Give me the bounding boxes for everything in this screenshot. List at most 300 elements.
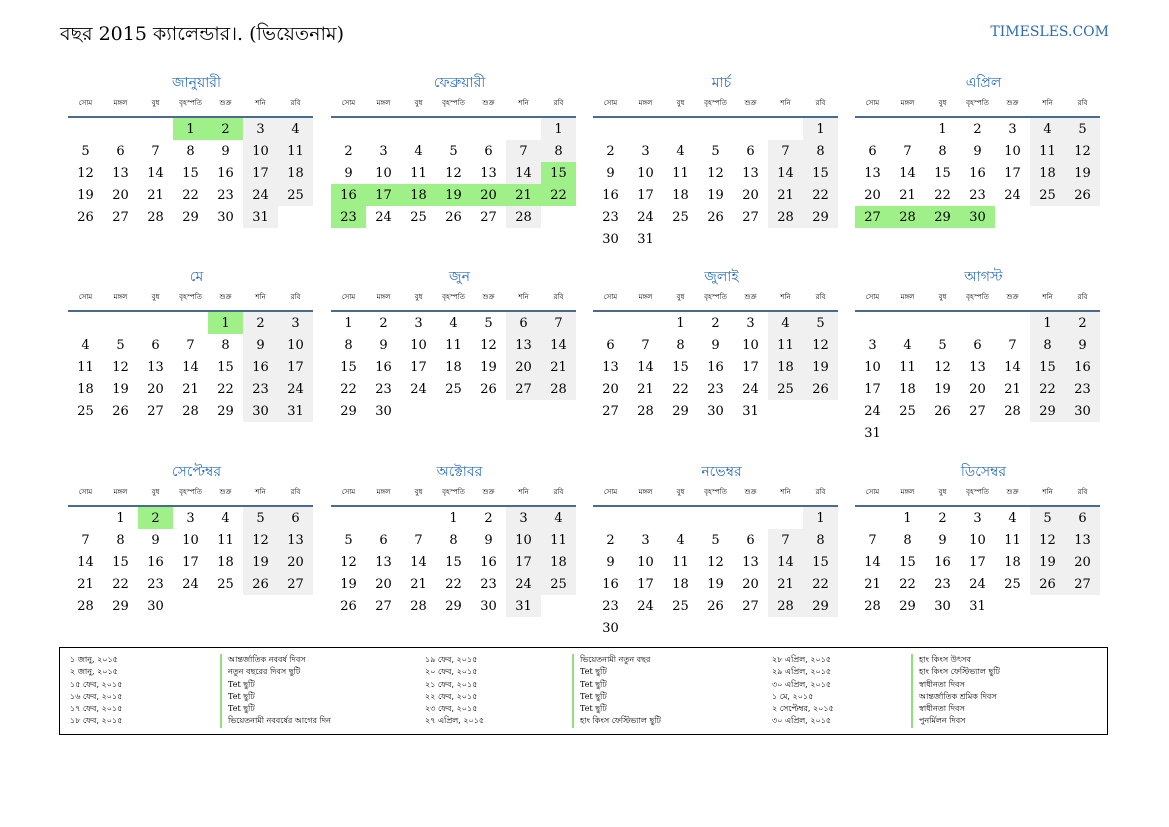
empty-cell bbox=[890, 312, 925, 334]
site-link[interactable]: TIMESLES.COM bbox=[990, 24, 1109, 40]
day-cell: 28 bbox=[410, 598, 427, 614]
weekday-name: শুক্র bbox=[219, 488, 232, 496]
weekday-name: বৃহস্পতি bbox=[966, 99, 989, 107]
day-cell: 1 bbox=[344, 315, 353, 331]
day-cell: 22 bbox=[112, 576, 129, 592]
weekday-name: শুক্র bbox=[219, 99, 232, 107]
day-cell: 25 bbox=[672, 598, 689, 614]
day-cell: 24 bbox=[637, 598, 654, 614]
day-cell: 13 bbox=[864, 165, 881, 181]
empty-cell bbox=[103, 312, 138, 334]
day-cell: 27 bbox=[375, 598, 392, 614]
day-cell: 12 bbox=[934, 359, 951, 375]
day-cell: 19 bbox=[77, 187, 94, 203]
day-cell: 4 bbox=[541, 507, 576, 529]
empty-cell bbox=[960, 312, 995, 334]
day-cell: 15 bbox=[1030, 356, 1065, 378]
holiday-name: Tet ছুটি bbox=[572, 666, 661, 678]
holiday-name: হাং কিংস উৎসব bbox=[911, 654, 1000, 666]
day-cell: 12 bbox=[77, 165, 94, 181]
day-cell: 5 bbox=[116, 337, 125, 353]
day-cell: 17 bbox=[742, 359, 759, 375]
day-cell: 24 bbox=[637, 209, 654, 225]
holiday-date: ১৫ ফেব, ২০১৫ bbox=[70, 679, 123, 689]
day-cell: 13 bbox=[112, 165, 129, 181]
day-cell: 31 bbox=[969, 598, 986, 614]
holiday-day-cell: 1 bbox=[173, 118, 208, 140]
weekday-name: সোম bbox=[603, 488, 618, 496]
day-cell: 18 bbox=[899, 381, 916, 397]
day-cell: 10 bbox=[375, 165, 392, 181]
day-cell: 22 bbox=[1030, 378, 1065, 400]
day-cell: 23 bbox=[707, 381, 724, 397]
day-cell: 29 bbox=[1030, 400, 1065, 422]
day-cell: 29 bbox=[340, 403, 357, 419]
month-name: সেপ্টেম্বর bbox=[171, 464, 222, 480]
day-cell: 30 bbox=[602, 620, 619, 636]
day-cell: 3 bbox=[186, 510, 195, 526]
day-cell: 4 bbox=[676, 532, 685, 548]
weekday-name: বুধ bbox=[151, 488, 160, 496]
day-cell: 23 bbox=[1065, 378, 1100, 400]
holiday-date: ২৯ এপ্রিল, ২০১৫ bbox=[772, 667, 832, 677]
empty-cell bbox=[628, 118, 663, 140]
month-name: ফেব্রুয়ারী bbox=[433, 75, 486, 91]
day-cell: 25 bbox=[541, 573, 576, 595]
day-cell: 6 bbox=[973, 337, 982, 353]
day-cell: 20 bbox=[278, 551, 313, 573]
weekday-name: শনি bbox=[1042, 293, 1053, 301]
day-cell: 26 bbox=[803, 378, 838, 400]
day-cell: 27 bbox=[969, 403, 986, 419]
weekday-name: শনি bbox=[518, 293, 529, 301]
day-cell: 12 bbox=[112, 359, 129, 375]
day-cell: 22 bbox=[803, 184, 838, 206]
weekday-name: বৃহস্পতি bbox=[179, 293, 202, 301]
month-block bbox=[593, 266, 838, 422]
holiday-date: ২২ ফেব, ২০১৫ bbox=[425, 691, 478, 701]
holiday-date: ২৮ এপ্রিল, ২০১৫ bbox=[772, 655, 832, 664]
day-cell: 15 bbox=[182, 165, 199, 181]
day-cell: 27 bbox=[480, 209, 497, 225]
month-block bbox=[855, 266, 1100, 444]
weekday-name: বুধ bbox=[938, 99, 947, 107]
day-cell: 6 bbox=[278, 507, 313, 529]
day-cell: 1 bbox=[676, 315, 685, 331]
weekday-name: শুক্র bbox=[1006, 99, 1019, 107]
day-cell: 23 bbox=[217, 187, 234, 203]
day-cell: 28 bbox=[637, 403, 654, 419]
weekday-name: মঙ্গল bbox=[900, 99, 915, 107]
day-cell: 1 bbox=[1030, 312, 1065, 334]
day-cell: 27 bbox=[278, 573, 313, 595]
day-cell: 12 bbox=[803, 334, 838, 356]
day-cell: 11 bbox=[768, 334, 803, 356]
day-cell: 18 bbox=[768, 356, 803, 378]
day-cell: 7 bbox=[414, 532, 423, 548]
day-cell: 1 bbox=[938, 121, 947, 137]
day-cell: 28 bbox=[768, 206, 803, 228]
day-cell: 14 bbox=[77, 554, 94, 570]
day-cell: 4 bbox=[221, 510, 230, 526]
weekday-name: শুক্র bbox=[482, 293, 495, 301]
empty-cell bbox=[925, 312, 960, 334]
day-cell: 22 bbox=[340, 381, 357, 397]
day-cell: 28 bbox=[506, 206, 541, 228]
day-cell: 3 bbox=[379, 143, 388, 159]
day-cell: 24 bbox=[969, 576, 986, 592]
holiday-day-cell: 19 bbox=[436, 184, 471, 206]
day-cell: 16 bbox=[1065, 356, 1100, 378]
day-cell: 17 bbox=[637, 187, 654, 203]
empty-cell bbox=[593, 507, 628, 529]
day-cell: 25 bbox=[899, 403, 916, 419]
day-cell: 30 bbox=[1065, 400, 1100, 422]
holiday-day-cell: 22 bbox=[541, 184, 576, 206]
month-block bbox=[855, 72, 1100, 228]
day-cell: 6 bbox=[151, 337, 160, 353]
day-cell: 17 bbox=[637, 576, 654, 592]
day-cell: 3 bbox=[243, 118, 278, 140]
holiday-date: ২০ ফেব, ২০১৫ bbox=[425, 667, 478, 677]
day-cell: 10 bbox=[864, 359, 881, 375]
day-cell: 14 bbox=[899, 165, 916, 181]
day-cell: 21 bbox=[1004, 381, 1021, 397]
holiday-list bbox=[59, 647, 1108, 735]
day-cell: 8 bbox=[903, 532, 912, 548]
weekday-name: শুক্র bbox=[482, 99, 495, 107]
day-cell: 2 bbox=[711, 315, 720, 331]
day-cell: 21 bbox=[541, 356, 576, 378]
day-cell: 12 bbox=[340, 554, 357, 570]
holiday-day-cell: 23 bbox=[331, 206, 366, 228]
day-cell: 20 bbox=[742, 187, 759, 203]
weekday-header bbox=[68, 485, 313, 507]
day-cell: 26 bbox=[1030, 573, 1065, 595]
day-cell: 21 bbox=[77, 576, 94, 592]
day-cell: 3 bbox=[973, 510, 982, 526]
empty-cell bbox=[995, 312, 1030, 334]
day-cell: 25 bbox=[1030, 184, 1065, 206]
day-cell: 29 bbox=[899, 598, 916, 614]
holiday-date: ১৮ ফেব, ২০১৫ bbox=[70, 716, 123, 726]
day-cell: 29 bbox=[672, 403, 689, 419]
weekday-name: রবি bbox=[553, 99, 564, 107]
weekday-name: শুক্র bbox=[1006, 293, 1019, 301]
day-cell: 20 bbox=[602, 381, 619, 397]
day-cell: 22 bbox=[934, 187, 951, 203]
day-cell: 4 bbox=[414, 143, 423, 159]
day-cell: 19 bbox=[243, 551, 278, 573]
holiday-day-cell: 18 bbox=[401, 184, 436, 206]
weekday-name: বুধ bbox=[676, 488, 685, 496]
empty-cell bbox=[138, 118, 173, 140]
holiday-name: Tet ছুটি bbox=[220, 679, 331, 691]
day-grid bbox=[855, 118, 1100, 228]
weekday-name: মঙ্গল bbox=[638, 99, 653, 107]
day-cell: 15 bbox=[934, 165, 951, 181]
empty-cell bbox=[366, 507, 401, 529]
weekday-name: সোম bbox=[865, 99, 880, 107]
day-cell: 5 bbox=[1030, 507, 1065, 529]
month-block bbox=[593, 461, 838, 639]
day-cell: 5 bbox=[1065, 118, 1100, 140]
day-cell: 7 bbox=[541, 312, 576, 334]
day-cell: 24 bbox=[864, 403, 881, 419]
holiday-day-cell: 29 bbox=[925, 206, 960, 228]
day-cell: 29 bbox=[803, 206, 838, 228]
day-cell: 14 bbox=[768, 162, 803, 184]
day-cell: 29 bbox=[112, 598, 129, 614]
day-cell: 3 bbox=[278, 312, 313, 334]
day-cell: 8 bbox=[938, 143, 947, 159]
day-cell: 23 bbox=[602, 598, 619, 614]
weekday-name: শনি bbox=[255, 293, 266, 301]
day-cell: 19 bbox=[112, 381, 129, 397]
day-cell: 29 bbox=[803, 595, 838, 617]
weekday-name: শনি bbox=[1042, 488, 1053, 496]
day-cell: 16 bbox=[602, 187, 619, 203]
weekday-header bbox=[331, 485, 576, 507]
empty-cell bbox=[173, 312, 208, 334]
day-cell: 25 bbox=[217, 576, 234, 592]
month-block bbox=[68, 72, 313, 228]
day-cell: 25 bbox=[445, 381, 462, 397]
day-cell: 19 bbox=[1030, 551, 1065, 573]
weekday-name: মঙ্গল bbox=[900, 488, 915, 496]
day-grid bbox=[68, 118, 313, 228]
day-cell: 22 bbox=[672, 381, 689, 397]
weekday-name: শনি bbox=[780, 99, 791, 107]
day-cell: 27 bbox=[742, 598, 759, 614]
page-title: বছর 2015 ক্যালেন্ডার।. (ভিয়েতনাম) bbox=[60, 23, 344, 45]
day-cell: 13 bbox=[375, 554, 392, 570]
day-cell: 6 bbox=[746, 143, 755, 159]
day-cell: 21 bbox=[182, 381, 199, 397]
weekday-name: রবি bbox=[815, 99, 826, 107]
day-cell: 18 bbox=[1004, 554, 1021, 570]
day-cell: 16 bbox=[217, 165, 234, 181]
weekday-name: বুধ bbox=[414, 293, 423, 301]
empty-cell bbox=[138, 312, 173, 334]
day-cell: 5 bbox=[938, 337, 947, 353]
empty-cell bbox=[733, 118, 768, 140]
day-cell: 24 bbox=[243, 184, 278, 206]
empty-cell bbox=[68, 312, 103, 334]
weekday-name: রবি bbox=[290, 293, 301, 301]
weekday-name: রবি bbox=[553, 488, 564, 496]
day-cell: 25 bbox=[1004, 576, 1021, 592]
day-cell: 2 bbox=[243, 312, 278, 334]
day-cell: 1 bbox=[541, 118, 576, 140]
weekday-header bbox=[68, 290, 313, 312]
day-cell: 1 bbox=[116, 510, 125, 526]
holiday-date-column bbox=[772, 654, 834, 728]
weekday-name: সোম bbox=[603, 99, 618, 107]
day-cell: 28 bbox=[182, 403, 199, 419]
day-cell: 22 bbox=[182, 187, 199, 203]
day-cell: 6 bbox=[606, 337, 615, 353]
holiday-day-cell: 2 bbox=[208, 118, 243, 140]
day-cell: 3 bbox=[868, 337, 877, 353]
holiday-date: ২ সেপ্টেম্বর, ২০১৫ bbox=[772, 704, 834, 714]
weekday-name: বৃহস্পতি bbox=[442, 488, 465, 496]
day-cell: 23 bbox=[375, 381, 392, 397]
weekday-name: বুধ bbox=[414, 488, 423, 496]
weekday-name: শুক্র bbox=[1006, 488, 1019, 496]
day-cell: 9 bbox=[1065, 334, 1100, 356]
day-cell: 22 bbox=[445, 576, 462, 592]
holiday-name-column bbox=[220, 654, 331, 728]
day-cell: 2 bbox=[379, 315, 388, 331]
holiday-day-cell: 21 bbox=[506, 184, 541, 206]
day-cell: 5 bbox=[243, 507, 278, 529]
weekday-header bbox=[331, 96, 576, 118]
day-cell: 26 bbox=[445, 209, 462, 225]
day-cell: 5 bbox=[711, 143, 720, 159]
day-cell: 19 bbox=[1065, 162, 1100, 184]
day-cell: 14 bbox=[410, 554, 427, 570]
day-cell: 1 bbox=[449, 510, 458, 526]
day-cell: 23 bbox=[934, 576, 951, 592]
weekday-name: রবি bbox=[1077, 99, 1088, 107]
day-cell: 8 bbox=[449, 532, 458, 548]
day-cell: 13 bbox=[969, 359, 986, 375]
day-cell: 11 bbox=[77, 359, 94, 375]
day-cell: 18 bbox=[672, 576, 689, 592]
day-cell: 10 bbox=[182, 532, 199, 548]
day-cell: 19 bbox=[934, 381, 951, 397]
day-cell: 11 bbox=[672, 165, 689, 181]
day-cell: 9 bbox=[606, 554, 615, 570]
holiday-name: Tet ছুটি bbox=[572, 703, 661, 715]
day-cell: 31 bbox=[637, 231, 654, 247]
day-cell: 2 bbox=[484, 510, 493, 526]
holiday-date: ২৭ এপ্রিল, ২০১৫ bbox=[425, 716, 485, 726]
weekday-name: মঙ্গল bbox=[376, 293, 391, 301]
day-cell: 8 bbox=[803, 529, 838, 551]
day-cell: 6 bbox=[506, 312, 541, 334]
day-cell: 10 bbox=[1004, 143, 1021, 159]
day-cell: 20 bbox=[147, 381, 164, 397]
day-cell: 30 bbox=[934, 598, 951, 614]
holiday-date: ১ জানু, ২০১৫ bbox=[70, 655, 118, 664]
day-cell: 14 bbox=[637, 359, 654, 375]
weekday-name: বুধ bbox=[676, 293, 685, 301]
holiday-name: স্বাধীনতা দিবস bbox=[911, 703, 1000, 715]
weekday-name: বৃহস্পতি bbox=[966, 488, 989, 496]
day-cell: 24 bbox=[375, 209, 392, 225]
holiday-date: ৩০ এপ্রিল, ২০১৫ bbox=[772, 716, 832, 726]
day-cell: 4 bbox=[676, 143, 685, 159]
empty-cell bbox=[663, 507, 698, 529]
day-cell: 15 bbox=[803, 551, 838, 573]
holiday-name: হাং কিংস ফেস্টিভ্যাল ছুটি bbox=[572, 715, 661, 727]
day-cell: 30 bbox=[375, 403, 392, 419]
day-cell: 18 bbox=[77, 381, 94, 397]
day-cell: 17 bbox=[864, 381, 881, 397]
empty-cell bbox=[68, 507, 103, 529]
day-cell: 16 bbox=[147, 554, 164, 570]
day-cell: 12 bbox=[480, 337, 497, 353]
day-cell: 12 bbox=[445, 165, 462, 181]
day-cell: 8 bbox=[221, 337, 230, 353]
day-cell: 11 bbox=[672, 554, 689, 570]
day-cell: 22 bbox=[803, 573, 838, 595]
day-cell: 12 bbox=[1030, 529, 1065, 551]
weekday-name: সোম bbox=[341, 488, 356, 496]
day-cell: 7 bbox=[903, 143, 912, 159]
day-grid bbox=[593, 118, 838, 250]
month-name: জানুয়ারী bbox=[172, 75, 221, 91]
day-cell: 18 bbox=[672, 187, 689, 203]
day-cell: 20 bbox=[969, 381, 986, 397]
day-cell: 18 bbox=[278, 162, 313, 184]
weekday-name: শনি bbox=[255, 488, 266, 496]
holiday-date: ৩০ এপ্রিল, ২০১৫ bbox=[772, 679, 832, 689]
day-grid bbox=[68, 312, 313, 422]
day-cell: 30 bbox=[602, 231, 619, 247]
holiday-name: Tet ছুটি bbox=[572, 679, 661, 691]
day-cell: 9 bbox=[973, 143, 982, 159]
day-cell: 21 bbox=[768, 184, 803, 206]
day-cell: 8 bbox=[186, 143, 195, 159]
day-cell: 2 bbox=[344, 143, 353, 159]
empty-cell bbox=[593, 312, 628, 334]
day-cell: 13 bbox=[742, 554, 759, 570]
empty-cell bbox=[593, 118, 628, 140]
holiday-name: Tet ছুটি bbox=[220, 691, 331, 703]
weekday-name: বৃহস্পতি bbox=[704, 293, 727, 301]
day-cell: 31 bbox=[278, 400, 313, 422]
day-cell: 2 bbox=[606, 143, 615, 159]
weekday-name: সোম bbox=[341, 293, 356, 301]
weekday-header bbox=[855, 485, 1100, 507]
day-cell: 17 bbox=[1004, 165, 1021, 181]
day-cell: 13 bbox=[742, 165, 759, 181]
day-cell: 3 bbox=[506, 507, 541, 529]
weekday-header bbox=[593, 485, 838, 507]
weekday-name: মঙ্গল bbox=[376, 99, 391, 107]
day-cell: 3 bbox=[641, 143, 650, 159]
day-cell: 16 bbox=[934, 554, 951, 570]
day-cell: 7 bbox=[868, 532, 877, 548]
empty-cell bbox=[331, 507, 366, 529]
weekday-name: বুধ bbox=[676, 99, 685, 107]
day-cell: 10 bbox=[969, 532, 986, 548]
day-cell: 29 bbox=[217, 403, 234, 419]
day-cell: 7 bbox=[1008, 337, 1017, 353]
empty-cell bbox=[855, 507, 890, 529]
weekday-name: সোম bbox=[78, 488, 93, 496]
day-cell: 19 bbox=[707, 576, 724, 592]
day-cell: 2 bbox=[973, 121, 982, 137]
empty-cell bbox=[366, 118, 401, 140]
day-cell: 30 bbox=[147, 598, 164, 614]
day-cell: 5 bbox=[81, 143, 90, 159]
holiday-day-cell: 20 bbox=[471, 184, 506, 206]
day-grid bbox=[593, 312, 838, 422]
month-name: ডিসেম্বর bbox=[960, 464, 1007, 480]
day-cell: 17 bbox=[506, 551, 541, 573]
day-cell: 6 bbox=[868, 143, 877, 159]
day-cell: 11 bbox=[1030, 140, 1065, 162]
day-cell: 19 bbox=[480, 359, 497, 375]
day-cell: 28 bbox=[541, 378, 576, 400]
day-cell: 4 bbox=[903, 337, 912, 353]
month-block bbox=[68, 266, 313, 422]
day-cell: 4 bbox=[1008, 510, 1017, 526]
